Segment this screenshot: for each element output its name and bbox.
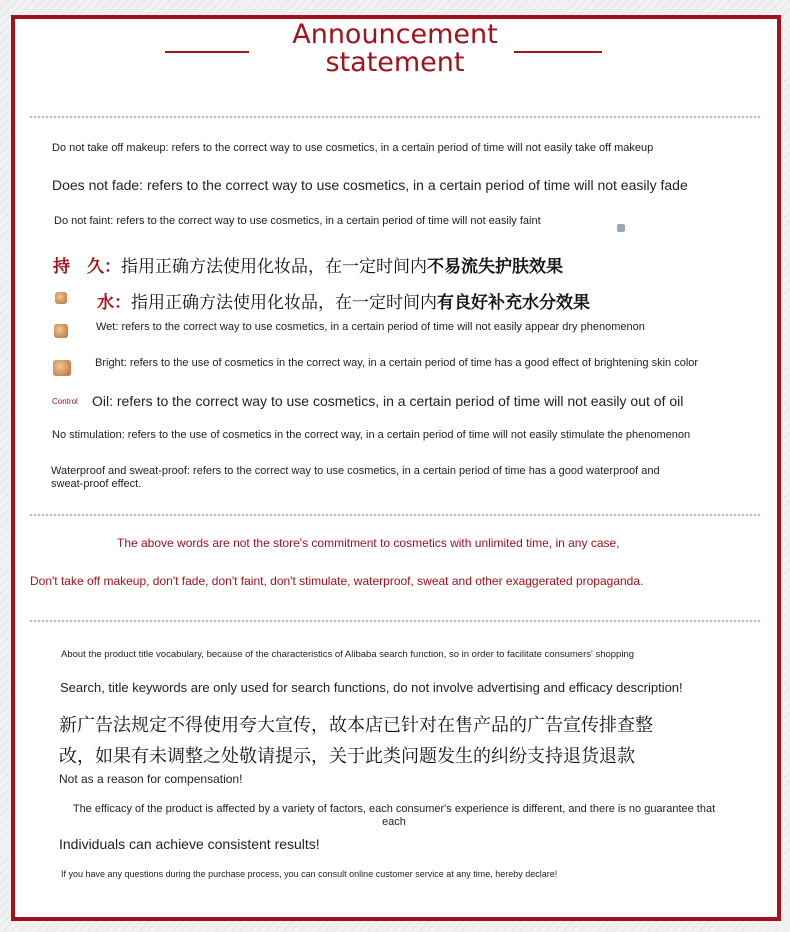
claim-lasting-label: 持 久： xyxy=(53,257,121,277)
claim-water xyxy=(97,288,590,313)
claim-water-text: 指用正确方法使用化妆品，在一定时间内 xyxy=(131,293,437,313)
note-consistent: Individuals can achieve consistent results! xyxy=(59,836,320,852)
claim-water-label: 水： xyxy=(97,293,131,313)
claim-bright: Bright: refers to the use of cosmetics in the correct way, in a certain period of time has a good effect of brightening skin color xyxy=(95,357,699,369)
claim-waterproof-line1: Waterproof and sweat-proof: refers to the correct way to use cosmetics, in a certain period of time has a good waterproof and xyxy=(51,465,660,477)
claim-fade: Does not fade: refers to the correct way to use cosmetics, in a certain period of time will not easily fade xyxy=(52,177,688,193)
dotted-divider xyxy=(30,116,760,118)
claim-oil: Oil: refers to the correct way to use cosmetics, in a certain period of time will not easily out of oil xyxy=(92,393,684,409)
note-contact: If you have any questions during the purchase process, you can consult online customer service at any time, hereby declare! xyxy=(61,869,558,879)
note-search: Search, title keywords are only used for search functions, do not involve advertising and efficacy description! xyxy=(60,680,683,695)
claim-water-bold: 有良好补充水分效果 xyxy=(437,293,590,313)
claim-waterproof-line2: sweat-proof effect. xyxy=(51,478,142,490)
claim-lasting xyxy=(53,252,563,277)
note-cn-line2: 改，如果有未调整之处敬请提示，关于此类问题发生的纠纷支持退货退款 xyxy=(59,746,635,767)
flower-icon xyxy=(55,292,67,304)
blossom-icon xyxy=(54,324,68,338)
control-label: Control xyxy=(52,397,78,406)
title-line-2: statement xyxy=(325,47,465,78)
claim-stimulation: No stimulation: refers to the use of cosmetics in the correct way, in a certain period of time will not easily stimulate the phenomenon xyxy=(52,429,691,441)
note-efficacy xyxy=(15,803,773,829)
note-title-vocab: About the product title vocabulary, because of the characteristics of Alibaba search function, so in order to facilitate consumers' shopping xyxy=(61,649,635,660)
note-cn-line1: 新广告法规定不得使用夸大宣传，故本店已针对在售产品的广告宣传排查整 xyxy=(59,715,653,736)
title-rule-right xyxy=(514,51,602,53)
title-rule-left xyxy=(165,51,249,53)
claim-lasting-bold: 不易流失护肤效果 xyxy=(427,257,563,277)
dotted-divider xyxy=(30,620,760,622)
claim-wet: Wet: refers to the correct way to use cosmetics, in a certain period of time will not easily appear dry phenomenon xyxy=(96,321,645,333)
disclaimer-line1: The above words are not the store's commitment to cosmetics with unlimited time, in any case, xyxy=(117,536,620,550)
bouquet-icon xyxy=(53,360,71,376)
disclaimer-line2: Don't take off makeup, don't fade, don't faint, don't stimulate, waterproof, sweat and other exaggerated propaganda. xyxy=(30,574,644,588)
note-compensation: Not as a reason for compensation! xyxy=(59,772,243,786)
note-efficacy-line1: The efficacy of the product is affected by a variety of factors, each consumer's experience is different, and there is no guarantee that xyxy=(72,803,716,815)
claim-lasting-text: 指用正确方法使用化妆品，在一定时间内 xyxy=(121,257,427,277)
claim-makeup: Do not take off makeup: refers to the correct way to use cosmetics, in a certain period of time will not easily take off makeup xyxy=(52,142,654,154)
note-efficacy-line2: each xyxy=(382,816,406,828)
title-line-1: Announcement xyxy=(292,19,498,50)
sparkle-icon xyxy=(617,224,625,232)
dotted-divider xyxy=(30,514,760,516)
page-title xyxy=(0,21,790,77)
claim-faint: Do not faint: refers to the correct way to use cosmetics, in a certain period of time will not easily faint xyxy=(54,215,541,227)
